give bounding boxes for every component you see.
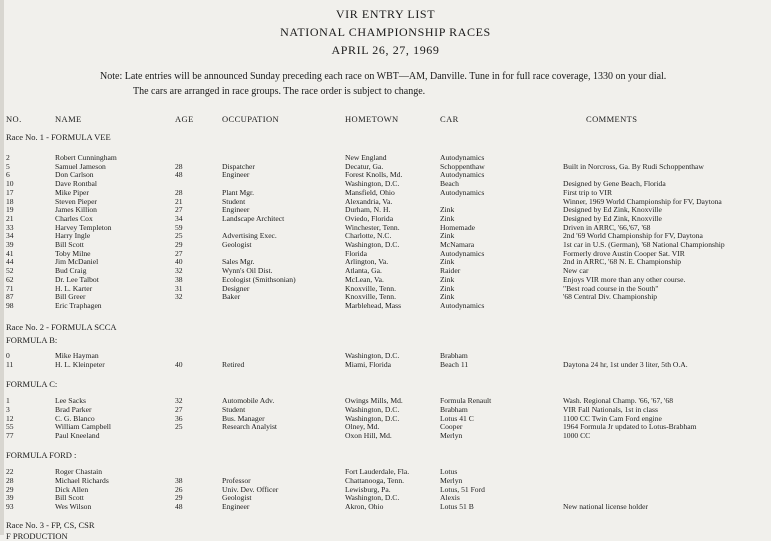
entry-number: 39 [6, 493, 14, 503]
driver-age: 38 [175, 475, 183, 485]
note-line-2: The cars are arranged in race groups. The race order is subject to change. [133, 86, 426, 97]
driver-occupation: Wynn's Oil Dist. [222, 266, 273, 276]
driver-hometown: Washington, D.C. [345, 493, 400, 503]
car-make: Autodynamics [440, 170, 485, 180]
car-make: Raider [440, 266, 461, 276]
driver-name: Jim McDaniel [55, 257, 99, 267]
header-hometown: HOMETOWN [345, 114, 399, 124]
entry-number: 44 [6, 257, 14, 267]
entry-number: 10 [6, 179, 14, 189]
driver-age: 29 [175, 240, 183, 249]
car-make: Zink [440, 231, 455, 241]
driver-hometown: Fort Lauderdale, Fla. [345, 467, 410, 476]
driver-hometown: Winchester, Tenn. [345, 222, 400, 232]
driver-occupation: Univ. Dev. Officer [222, 484, 279, 494]
driver-name: Toby Milne [55, 248, 91, 258]
entry-number: 1 [6, 396, 10, 405]
entry-number: 55 [6, 422, 14, 432]
entry-comment: Winner, 1969 World Championship for FV, Daytona [563, 196, 722, 206]
driver-age: 40 [175, 257, 183, 267]
car-make: Lotus 51 B [440, 502, 474, 512]
driver-age: 28 [175, 187, 183, 197]
entry-comment: Wash. Regional Champ. '66, '67, '68 [563, 396, 674, 405]
entry-comment: New national license holder [563, 502, 648, 512]
driver-hometown: Arlington, Va. [345, 257, 389, 267]
driver-hometown: Washington, D.C. [345, 351, 400, 360]
entry-row [0, 205, 771, 214]
car-make: Brabham [440, 404, 468, 414]
car-make: Zink [440, 274, 455, 284]
entry-row [0, 301, 771, 310]
driver-hometown: Olney, Md. [345, 422, 380, 432]
entry-number: 3 [6, 404, 10, 414]
driver-hometown: Atlanta, Ga. [345, 266, 382, 276]
entry-row [0, 414, 771, 423]
entry-number: 87 [6, 292, 14, 302]
driver-age: 25 [175, 422, 183, 432]
driver-age: 31 [175, 283, 183, 293]
header-comments: COMMENTS [586, 114, 638, 124]
driver-age: 40 [175, 360, 183, 369]
driver-age: 48 [175, 170, 183, 180]
entry-comment: Designed by Ed Zink, Knoxville [563, 205, 662, 215]
driver-name: Bill Greer [55, 292, 86, 302]
driver-occupation: Landscape Architect [222, 213, 285, 223]
driver-occupation: Engineer [222, 170, 250, 180]
entry-comment: 2nd in ARRC, '68 N. E. Championship [563, 257, 682, 267]
entry-number: 62 [6, 274, 14, 284]
entry-row [0, 266, 771, 275]
section-formula-b: FORMULA B: [6, 335, 58, 345]
driver-name: Dave Rontbal [55, 179, 97, 189]
entry-row [0, 292, 771, 301]
car-make: Merlyn [440, 431, 463, 441]
entry-row [0, 275, 771, 284]
entry-comment: First trip to VIR [563, 187, 613, 197]
section-race-3: Race No. 3 - FP, CS, CSR [6, 520, 95, 530]
driver-name: Robert Cunningham [55, 153, 117, 162]
driver-name: Harvey Templeton [55, 222, 112, 232]
entry-number: 2 [6, 153, 10, 162]
driver-hometown: Knoxville, Tenn. [345, 283, 397, 293]
driver-name: Don Carlson [55, 170, 94, 180]
entry-number: 22 [6, 467, 14, 476]
driver-hometown: Decatur, Ga. [345, 161, 384, 171]
driver-name: Mike Piper [55, 187, 89, 197]
header-occupation: OCCUPATION [222, 114, 280, 124]
entry-number: 52 [6, 266, 14, 276]
entry-comment: 1st car in U.S. (German), '68 National Championship [563, 240, 725, 249]
car-make: Beach [440, 179, 459, 189]
header-no: NO. [6, 114, 22, 124]
driver-name: Michael Richards [55, 475, 109, 485]
driver-name: Harry Ingle [55, 231, 91, 241]
section-race-1: Race No. 1 - FORMULA VEE [6, 132, 111, 142]
entry-number: 11 [6, 360, 14, 369]
entry-comment: Enjoys VIR more than any other course. [563, 274, 686, 284]
entry-comment: Formerly drove Austin Cooper Sat. VIR [563, 248, 685, 258]
driver-hometown: Washington, D.C. [345, 404, 400, 414]
car-make: Zink [440, 213, 455, 223]
driver-hometown: Alexandria, Va. [345, 196, 393, 206]
entry-number: 19 [6, 205, 14, 215]
driver-hometown: McLean, Va. [345, 274, 384, 284]
car-make: Zink [440, 283, 455, 293]
driver-name: Eric Traphagen [55, 300, 102, 310]
driver-hometown: Chattanooga, Tenn. [345, 475, 405, 485]
driver-hometown: New England [345, 153, 387, 162]
entry-comment: 1000 CC [563, 431, 591, 441]
driver-name: Wes Wilson [55, 502, 92, 512]
driver-occupation: Plant Mgr. [222, 187, 255, 197]
entry-row [0, 197, 771, 206]
entry-comment: Daytona 24 hr, 1st under 3 liter, 5th O.A. [563, 360, 688, 369]
entry-row [0, 214, 771, 223]
driver-hometown: Lewisburg, Pa. [345, 484, 391, 494]
driver-name: H. L. Kleinpeter [55, 360, 105, 369]
driver-age: 48 [175, 502, 183, 512]
driver-name: Bill Scott [55, 240, 84, 249]
entry-row [0, 231, 771, 240]
entry-number: 21 [6, 213, 14, 223]
entry-row [0, 257, 771, 266]
section-race-2: Race No. 2 - FORMULA SCCA [6, 322, 117, 332]
driver-name: Bill Scott [55, 493, 84, 503]
entry-comment: 1964 Formula Jr updated to Lotus-Brabham [563, 422, 697, 432]
driver-hometown: Miami, Florida [345, 360, 391, 369]
driver-hometown: Oviedo, Florida [345, 213, 394, 223]
driver-occupation: Engineer [222, 502, 250, 512]
entry-number: 33 [6, 222, 14, 232]
driver-age: 28 [175, 161, 183, 171]
car-make: Autodynamics [440, 187, 485, 197]
driver-occupation: Research Analyist [222, 422, 278, 432]
entry-row [0, 502, 771, 511]
car-make: Brabham [440, 351, 468, 360]
driver-age: 27 [175, 205, 183, 215]
section-f-production: F PRODUCTION [6, 531, 68, 541]
driver-hometown: Akron, Ohio [345, 502, 384, 512]
driver-name: Steven Pieper [55, 196, 97, 206]
entry-comment: '68 Central Div. Championship [563, 292, 658, 302]
entry-row [0, 467, 771, 476]
entry-number: 77 [6, 431, 14, 441]
car-make: Formula Renault [440, 396, 492, 405]
driver-hometown: Knoxville, Tenn. [345, 292, 397, 302]
entry-row [0, 405, 771, 414]
driver-occupation: Dispatcher [222, 161, 255, 171]
driver-occupation: Bus. Manager [222, 413, 265, 423]
driver-name: William Campbell [55, 422, 112, 432]
driver-occupation: Sales Mgr. [222, 257, 255, 267]
entry-number: 6 [6, 170, 10, 180]
driver-occupation: Student [222, 404, 246, 414]
driver-hometown: Durham, N. H. [345, 205, 391, 215]
entry-row [0, 249, 771, 258]
entry-row [0, 422, 771, 431]
driver-occupation: Automobile Adv. [222, 396, 275, 405]
car-make: Cooper [440, 422, 463, 432]
entry-row [0, 240, 771, 249]
driver-name: Samuel Jameson [55, 161, 106, 171]
document-subtitle: NATIONAL CHAMPIONSHIP RACES [280, 25, 491, 39]
driver-occupation: Ecologist (Smithsonian) [222, 274, 296, 284]
entry-number: 29 [6, 484, 14, 494]
driver-occupation: Designer [222, 283, 250, 293]
driver-age: 27 [175, 404, 183, 414]
car-make: Lotus 41 C [440, 413, 474, 423]
entry-number: 17 [6, 187, 14, 197]
driver-age: 27 [175, 248, 183, 258]
driver-name: Lee Sacks [55, 396, 86, 405]
car-make: Autodynamics [440, 153, 485, 162]
entry-comment: Driven in ARRC, '66,'67, '68 [563, 222, 651, 232]
entry-row [0, 162, 771, 171]
driver-age: 38 [175, 274, 183, 284]
entry-row [0, 431, 771, 440]
driver-occupation: Retired [222, 360, 245, 369]
entry-row [0, 153, 771, 162]
car-make: Autodynamics [440, 248, 485, 258]
entry-number: 18 [6, 196, 14, 206]
entry-comment: 2nd '69 World Championship for FV, Daytona [563, 231, 703, 241]
driver-age: 34 [175, 213, 183, 223]
driver-occupation: Professor [222, 475, 251, 485]
entry-row [0, 485, 771, 494]
driver-hometown: Washington, D.C. [345, 240, 400, 249]
driver-hometown: Oxon Hill, Md. [345, 431, 392, 441]
car-make: Zink [440, 292, 455, 302]
entry-row [0, 284, 771, 293]
document-title: VIR ENTRY LIST [335, 7, 436, 21]
entry-row [0, 170, 771, 179]
entry-row [0, 396, 771, 405]
entry-number: 5 [6, 161, 10, 171]
driver-age: 29 [175, 493, 183, 503]
entry-row [0, 223, 771, 232]
entry-row [0, 476, 771, 485]
driver-age: 32 [175, 396, 183, 405]
driver-hometown: Washington, D.C. [345, 179, 400, 189]
entry-comment: Designed by Gene Beach, Florida [563, 179, 666, 189]
driver-name: Dick Allen [55, 484, 89, 494]
entry-comment: "Best road course in the South" [563, 283, 659, 293]
car-make: Homemade [440, 222, 476, 232]
entry-number: 0 [6, 351, 10, 360]
driver-occupation: Student [222, 196, 246, 206]
driver-age: 59 [175, 222, 183, 232]
note-line-1: Note: Late entries will be announced Sunday preceding each race on WBT—AM, Danville. Tune in for full race coverage, 1330 on your dial. [100, 71, 667, 82]
driver-hometown: Washington, D.C. [345, 413, 400, 423]
driver-name: Roger Chastain [55, 467, 103, 476]
driver-occupation: Advertising Exec. [222, 231, 277, 241]
driver-age: 26 [175, 484, 183, 494]
entry-number: 93 [6, 502, 14, 512]
section-formula-c: FORMULA C: [6, 379, 58, 389]
entry-row [0, 179, 771, 188]
driver-age: 32 [175, 292, 183, 302]
entry-comment: New car [563, 266, 589, 276]
driver-age: 21 [175, 196, 183, 206]
driver-name: C. G. Blanco [55, 413, 95, 423]
driver-age: 25 [175, 231, 183, 241]
driver-name: Bud Craig [55, 266, 87, 276]
entry-comment: VIR Fall Nationals, 1st in class [563, 404, 658, 414]
driver-name: James Killion [55, 205, 97, 215]
driver-name: Dr. Lee Talbot [55, 274, 99, 284]
header-age: AGE [175, 114, 194, 124]
driver-occupation: Engineer [222, 205, 250, 215]
entry-row [0, 351, 771, 360]
driver-age: 36 [175, 413, 183, 423]
driver-hometown: Charlotte, N.C. [345, 231, 392, 241]
driver-hometown: Mansfield, Ohio [345, 187, 395, 197]
header-car: CAR [440, 114, 459, 124]
driver-occupation: Baker [222, 292, 241, 302]
car-make: Lotus [440, 467, 458, 476]
driver-name: H. L. Karter [55, 283, 93, 293]
driver-occupation: Geologist [222, 240, 252, 249]
entry-comment: Built in Norcross, Ga. By Rudi Schoppenthaw [563, 161, 704, 171]
driver-hometown: Florida [345, 248, 367, 258]
driver-name: Brad Parker [55, 404, 92, 414]
car-make: Lotus, 51 Ford [440, 484, 485, 494]
document-date: APRIL 26, 27, 1969 [331, 43, 440, 57]
car-make: Zink [440, 257, 455, 267]
car-make: Beach 11 [440, 360, 469, 369]
driver-hometown: Owings Mills, Md. [345, 396, 403, 405]
entry-comment: Designed by Ed Zink, Knoxville [563, 213, 662, 223]
car-make: Merlyn [440, 475, 463, 485]
header-name: NAME [55, 114, 82, 124]
driver-name: Charles Cox [55, 213, 93, 223]
entry-row [0, 360, 771, 369]
entry-number: 34 [6, 231, 14, 241]
driver-hometown: Forest Knolls, Md. [345, 170, 403, 180]
section-formula-ford: FORMULA FORD : [6, 450, 77, 460]
driver-hometown: Marblehead, Mass [345, 300, 402, 310]
car-make: Autodynamics [440, 300, 485, 310]
entry-number: 98 [6, 300, 14, 310]
driver-age: 32 [175, 266, 183, 276]
entry-number: 12 [6, 413, 14, 423]
car-make: McNamara [440, 240, 475, 249]
driver-occupation: Geologist [222, 493, 252, 503]
entry-number: 71 [6, 283, 14, 293]
entry-number: 39 [6, 240, 14, 249]
entry-number: 28 [6, 475, 14, 485]
entry-comment: 1100 CC Twin Cam Ford engine [563, 413, 662, 423]
entry-number: 41 [6, 248, 14, 258]
car-make: Schoppenthaw [440, 161, 485, 171]
entry-row [0, 188, 771, 197]
car-make: Alexis [440, 493, 460, 503]
driver-name: Paul Kneeland [55, 431, 100, 441]
car-make: Zink [440, 205, 455, 215]
driver-name: Mike Hayman [55, 351, 99, 360]
entry-row [0, 493, 771, 502]
